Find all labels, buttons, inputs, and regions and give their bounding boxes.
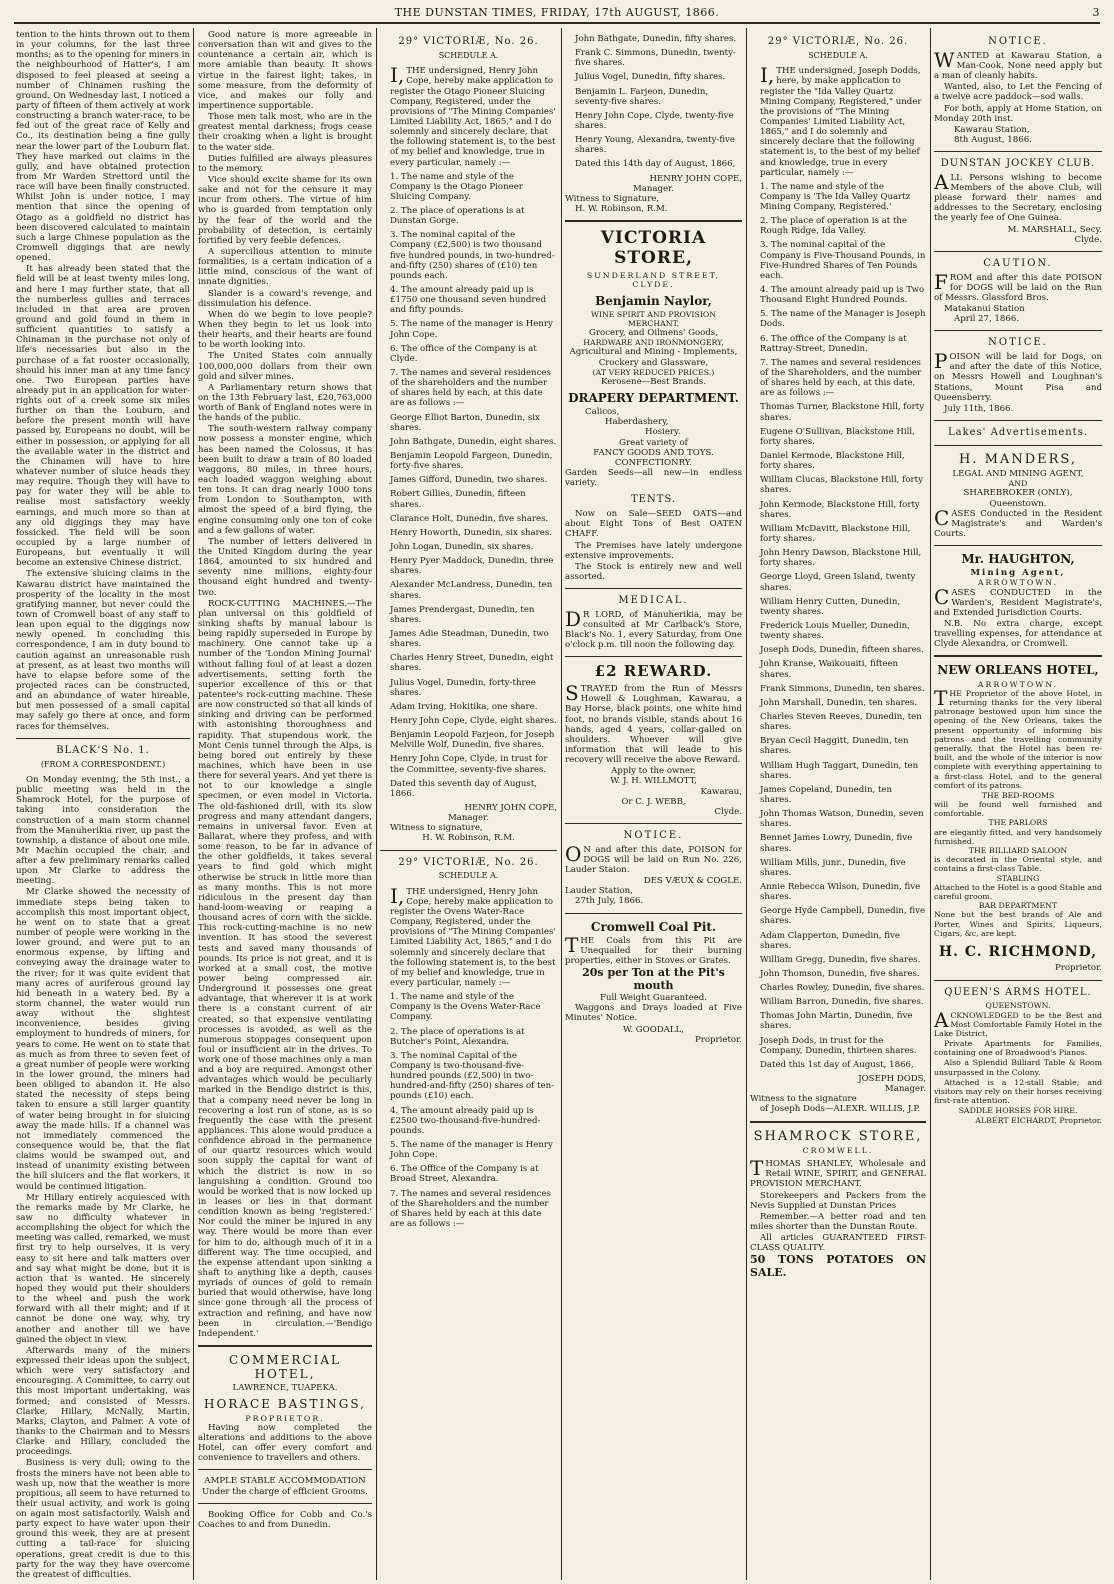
notice-item: 4. The amount already paid up is £1750 one thousand seven hundred and fifty pounds. — [390, 285, 547, 316]
ad-line: FANCY GOODS AND TOYS. — [593, 447, 714, 458]
ad-title: NEW ORLEANS HOTEL, — [937, 663, 1099, 678]
shareholder: George Hyde Campbell, Dunedin, five shares. — [760, 906, 926, 927]
ad-body: The Stock is entirely new and well assorted. — [565, 561, 742, 582]
signature: HENRY JOHN COPE, — [649, 173, 742, 184]
article-paragraph: A Parliamentary return shows that on the 13th February last, £20,763,000 worth of Bank of England notes were in the hands of the public. — [198, 382, 372, 424]
ad-line: Kawarau Station, — [954, 124, 1030, 135]
signature-role: Manager. — [884, 1084, 926, 1095]
ad-name: Mr. HAUGHTON, — [961, 552, 1075, 567]
ad-line: Hosiery. — [645, 427, 681, 438]
ad-line: AND — [1008, 479, 1028, 489]
ad-heading: £2 REWARD. — [594, 662, 713, 681]
ad-line: Garden Seeds—all new—in endless variety. — [565, 468, 742, 489]
article-paragraph: It has already been stated that the field will be at least twenty miles long, and here I may further state, that all the numberless gullies and terraces included in that area are proven ground and gold found in them in sufficient quantities to satisfy a Chinaman in the purchase not only of life's necessaries but also in the purchase of a fat rooster occasionally, should his inner man at any time fancy one. Two European parties have already put in an application for water-rights out of a creek some six miles further on than the Louburn, and before the present month will have passed by, Europeans no doubt, will be either in possession, or applying for all the available water in the district and the Chinamen will have to hire whatever number of sluice heads they may require. Though they will have to pay for water they will be able to realise most satisfactory weekly earnings, and much more so than at any old diggings they may have fossicked. The field will be soon occupied by a large number of Europeans, but eventually it will become an extensive Chinese district. — [16, 264, 190, 569]
notice-item: 6. The office of the Company is at Clyde. — [390, 343, 537, 364]
ad-line: Agricultural and Mining - Implements, — [569, 347, 738, 358]
shareholder: John Kermode, Blackstone Hill, forty shares. — [760, 499, 920, 520]
ad-body: POISON will be laid for Dogs, on and after the date of this Notice, on Messrs Howell and Loughnan's Stations, Mount Pisa and Queensberry. — [934, 349, 1102, 403]
column-rule — [561, 28, 562, 1580]
ad-line: None but the best brands of Ale and Porter, Wines and Spirits, Liqueurs, Cigars, &c, are kept. — [934, 910, 1102, 938]
ad-line: July 11th, 1866. — [944, 403, 1014, 414]
notice-item: 7. The names and several residences of the Shareholders and the number of Shares held by each at this date are as follows :— — [390, 1188, 551, 1229]
shareholder: Adam Irving, Hokitika, one share. — [390, 701, 538, 712]
ad-name: Benjamin Naylor, — [595, 293, 712, 308]
ad-heading: NOTICE. — [623, 829, 684, 841]
ad-heading: DUNSTAN JOCKEY CLUB. — [940, 158, 1096, 170]
shareholder: John Logan, Dunedin, six shares. — [390, 542, 534, 552]
ad-body: ON and after this date, POISON for DOGS will be laid on Run No. 226, Lauder Staion. — [565, 841, 742, 876]
shareholder: Joseph Dods, in trust for the Company, Dunedin, thirteen shares. — [760, 1035, 917, 1056]
shareholder: James Copeland, Dunedin, ten shares. — [760, 784, 893, 805]
ad-heading: NOTICE. — [988, 36, 1048, 47]
ad-line: Apply to the owner, — [611, 766, 696, 777]
witness-label: Witness to signature, — [390, 823, 483, 834]
ad-name: Or C. J. WEBB, — [621, 796, 686, 807]
ad-line: Attached to the Hotel is a good Stable and careful groom. — [934, 882, 1102, 901]
ad-body: CASES CONDUCTED in the Warden's, Resident Magistrate's, and Extended Jurisdiction Courts. — [934, 584, 1102, 618]
shareholder: Frank Simmons, Dunedin, ten shares. — [760, 683, 925, 694]
ad-line: 27th July, 1866. — [575, 896, 644, 907]
shareholder: William Hugh Taggart, Dunedin, ten shares. — [760, 760, 919, 781]
shareholder: John Bathgate, Dunedin, eight shares. — [390, 436, 557, 447]
ad-body: STRAYED from the Run of Messrs Howell & Loughman, Kawarau, a Bay Horse, black points, one white hind foot, no brands visible, stands about 16 hands, aged 4 years, collar-galled on shoulders. Whoever will give information that will leade to his recovery will receive the above Reward. — [565, 681, 742, 766]
ad-title: SHAMROCK STORE, — [753, 1128, 923, 1144]
notice-item: 7. The names and several residences of the Shareholders, and the number of shares held by each, at this date, are as follows :— — [760, 357, 922, 399]
ad-line: Kawarau, — [700, 786, 742, 797]
ad-line: Clyde. — [1074, 234, 1102, 245]
ad-body: For both, apply at Home Station, on Monday 20th inst. — [934, 103, 1102, 124]
ad-body: DR LORD, of Manuherikia, may be consulted at Mr Carlback's Store, Black's No. 1, every Saturday, from One o'clock p.m. till noon the following day. — [565, 606, 742, 651]
ad-heading: Cromwell Coal Pit. — [590, 919, 717, 934]
shareholder: James Prendergast, Dunedin, ten shares. — [390, 604, 535, 625]
witness-name: H. W. Robinson, R.M. — [575, 203, 668, 214]
shareholder: Clarance Holt, Dunedin, five shares. — [390, 513, 549, 524]
shareholder: Robert Gillies, Dunedin, fifteen shares. — [390, 489, 526, 510]
ad-role: Proprietor. — [1054, 963, 1102, 974]
article-paragraph: Duties fulfilled are always pleasures to the memory. — [198, 153, 372, 174]
ad-line: Grocery, and Oilmens' Goods, — [589, 328, 718, 339]
article-paragraph: Vice should excite shame for its own sake and not for the censure it may incur from others. The virtue of him who is guarded from temptation only by the fear of the world and the probability of detection, is certainly fortified by very feeble defences. — [198, 174, 372, 246]
notice-intro: I,THE undersigned, Joseph Dodds, here, by make application to register the "Ida Valley Quartz Mining Company, Registered," under the provisions of "The Mining Companies' Limited Liability Act, 1865," and I do solemnly and sincerely declare that the following statement is, to the best of my belief and knowledge, true in every particular, namely :— — [760, 63, 922, 178]
shareholder: Bennet James Lowry, Dunedin, five shares. — [760, 833, 913, 854]
article-paragraph: Business is very dull; owing to the frosts the miners have not been able to wash up, now that the weather is more propitious, all seem to have returned to their usual activity, and work is going on again most satisfactorily. Walsh and party expect to have water upon their ground this week, they are at present cutting a tail-race for sluicing operations, great credit is due to this party for the way they have overcome the greatest of difficulties. — [16, 1458, 190, 1578]
shareholder: William Henry Cutten, Dunedin, twenty shares. — [760, 596, 901, 617]
ad-subtitle: CROMWELL. — [802, 1145, 874, 1155]
ad-body: Private Apartments for Families, containing one of Broadwood's Pianos. — [934, 1039, 1102, 1058]
notice-intro: I,THE undersigned, Henry John Cope, hereby make application to register the Ovens Water-Race Company, Registered, under the provisions of "The Mining Companies' Limited Liability Act, 1865," and I do solemnly and sincerely declare that the following statement is, to the best of my belief and knowledge, true in every particular, namely :— — [390, 883, 556, 989]
ad-line: LEGAL AND MINING AGENT, — [952, 469, 1084, 480]
notice-item: 3. The nominal Capital of the Company is two-thousand-five-hundred pounds (£2,500) in two-hundred-and-fifty (250) shares of ten-pounds (£10) each. — [390, 1050, 555, 1102]
article-paragraph: The United States coin annually 100,000,000 dollars from their own gold and silver mines. — [198, 351, 372, 382]
shareholder: William Gregg, Dunedin, five shares. — [760, 954, 921, 965]
notice-intro: I,THE undersigned, Henry John Cope, hereby make application to register the Otago Pioneer Sluicing Company, Registered, under the provisions of "The Mining Companies' Limited Liability Act, 1865," and I do solemnly and sincerely declare, that the following statement is, to the best of my belief and knowledge, true in every particular, namely :— — [390, 63, 556, 168]
ad-line: Under the charge of efficient Grooms. — [202, 1486, 368, 1497]
shareholder: Bryan Cecil Haggitt, Dunedin, ten shares. — [760, 736, 909, 757]
shareholder: Eugene O'Sullivan, Blackstone Hill, forty shares. — [760, 426, 915, 447]
ad-line: Mining Agent, — [970, 568, 1066, 579]
ad-title: COMMERCIAL HOTEL, — [229, 1353, 341, 1382]
ad-body: Booking Office for Cobb and Co.'s Coaches to and from Dunedin. — [198, 1509, 372, 1530]
article-heading: BLACK'S No. 1. — [56, 744, 150, 756]
shareholder: John Marshall, Dunedin, ten shares. — [760, 697, 917, 708]
signature: HENRY JOHN COPE, — [464, 802, 557, 813]
ad-body: THE Coals from this Pit are Unequalled for their burning properties, either in Stoves or Grates. — [565, 932, 742, 967]
shareholder: Adam Clapperton, Dunedin, five shares. — [760, 930, 900, 951]
article-paragraph: Slander is a coward's revenge, and dissimulation his defence. — [198, 288, 372, 309]
shareholder: William Barron, Dunedin, five shares. — [760, 997, 924, 1008]
ad-line: THE BED-ROOMS — [981, 790, 1055, 800]
notice-item: 7. The names and several residences of the shareholders and the number of shares held by each, at this date are as follows :— — [390, 368, 551, 409]
ad-line: (AT VERY REDUCED PRICES.) — [592, 367, 715, 377]
signature-role: Manager. — [447, 813, 490, 824]
ad-body: N.B. No extra charge, except travelling expenses, for attendance at Clyde Alexandra, or Cromwell. — [934, 619, 1102, 650]
ad-heading: DRAPERY DEPARTMENT. — [568, 391, 739, 406]
ad-line: Great variety of — [619, 437, 688, 448]
column-3 — [380, 30, 557, 1578]
shareholder: Alexander McLandress, Dunedin, ten shares. — [390, 580, 553, 601]
shareholder: Thomas Turner, Blackstone Hill, forty shares. — [760, 402, 925, 423]
ad-line: 50 TONS POTATOES ON SALE. — [750, 1253, 926, 1280]
act-heading: 29° VICTORIÆ, No. 26. — [767, 36, 909, 47]
ad-title: QUEEN'S ARMS HOTEL. — [944, 986, 1092, 998]
article-paragraph: Mr Hillary entirely acquiesced with the remarks made by Mr Clarke, he saw no difficulty whatever in accomplishing the object for which the meeting was called, remarked, we must first try to help ourselves, it is very easy to sit here and talk matters over and say what might be done, but it is action that is wanted. He sincerely hoped they would put their shoulders to the wheel and push the work forward with all their might; and if it cannot be done one way, why, try another and another till we have gained the object in view. — [16, 1192, 190, 1345]
shareholder: Annie Rebecca Wilson, Dunedin, five shares. — [760, 881, 921, 903]
ad-line: are elegantly fitted, and very handsomely furnished. — [934, 827, 1102, 846]
ad-line: STABLING — [996, 873, 1040, 883]
ad-subtitle: SUNDERLAND STREET, CLYDE. — [586, 271, 721, 290]
notice-item: 2. The place of operations is at Butcher's Point, Alexandra. — [390, 1026, 525, 1047]
ad-body: Having now completed the alterations and additions to the above Hotel, can offer every comfort and convenience to travellers and others. — [198, 1422, 372, 1464]
ad-body: Now on Sale—SEED OATS—and about Eight Tons of Best OATEN CHAFF. — [565, 509, 742, 540]
ad-role: PROPRIETOR. — [245, 1413, 325, 1423]
shareholder: Frederick Louis Mueller, Dunedin, twenty shares. — [760, 620, 910, 642]
ad-subtitle: QUEENSTOWN. — [985, 1001, 1051, 1011]
notice-item: 5. The name of the Manager is Joseph Dods. — [760, 309, 926, 330]
ad-body: Wanted, also, to Let the Fencing of a twelve acre paddock—sod walls. — [934, 82, 1102, 103]
ad-line: WINE SPIRIT AND PROVISION MERCHANT, — [590, 309, 717, 328]
article-paragraph: The number of letters delivered in the United Kingdom during the year 1864, amounted to six hundred and seventy nine millions, eighty-four thousand eight hundred and twenty-two. — [198, 536, 372, 598]
act-heading: 29° VICTORIÆ, No. 26. — [398, 36, 539, 47]
schedule-heading: SCHEDULE A. — [438, 871, 499, 881]
ad-name: W. J. H. WILLMOTT, — [610, 776, 697, 787]
witness-label: Witness to the signature — [750, 1094, 857, 1105]
notice-item: 1. The name and style of the Company is the Ovens Water-Race Company. — [390, 992, 541, 1023]
ad-name: DES VÆUX & COGLE. — [643, 876, 742, 887]
shareholder: James Gifford, Dunedin, two shares. — [390, 475, 548, 486]
column-rule — [193, 28, 194, 1580]
notice-item: 2. The place of operations is at Dunstan Gorge. — [390, 206, 525, 227]
article-paragraph: On Monday evening, the 5th inst., a public meeting was held in the Shamrock Hotel, for the purpose of taking into consideration the construction of a main storm channel from the Manuherikia river, up past the township, a distance of about one mile. Mr Machin occupied the chair, and after a few preliminary remarks called upon Mr Clarke to address the meeting. — [16, 774, 190, 887]
notice-item: 1. The name and style of the Company is 'The Ida Valley Quartz Mining Company, Registered.' — [760, 181, 911, 213]
shareholder: Joseph Dods, Dunedin, fifteen shares. — [760, 645, 924, 656]
notice-item: 6. The Office of the Company is at Broad Street, Alexandra. — [390, 1164, 539, 1185]
column-5 — [750, 30, 926, 1578]
ad-line: SHAREBROKER (ONLY), — [963, 488, 1073, 499]
ad-line: Lauder Station, — [565, 886, 633, 897]
shareholder: Julius Vogel, Dunedin, forty-three shares. — [390, 677, 536, 698]
ad-body: ACKNOWLEDGED to be the Best and Most Comfortable Family Hotel in the Lake District. — [934, 1007, 1102, 1038]
ad-name: H. MANDERS, — [959, 451, 1077, 467]
ad-line: THE BILLIARD SALOON — [968, 846, 1068, 855]
article-subheading: (FROM A CORRESPONDENT.) — [40, 759, 166, 769]
ad-line: Matakanui Station — [944, 304, 1025, 315]
ad-name: ALBERT EICHARDT, Proprietor. — [975, 1115, 1102, 1125]
shareholder: Henry Howorth, Dunedin, six shares. — [390, 527, 553, 538]
ad-heading: TENTS. — [630, 494, 677, 506]
ad-name: W. GOODALL, — [623, 1024, 684, 1035]
shareholder: Charles Steven Reeves, Dunedin, ten shares. — [760, 711, 922, 733]
witness-name: of Joseph Dods—ALEXR. WILLIS, J.P. — [760, 1104, 921, 1115]
notice-item: 3. The nominal capital of the Company (£2,500) is two thousand five hundred pounds, in two-hundred-and-fifty (250) shares of (£10) ten pounds each. — [390, 230, 555, 281]
signature-role: Manager. — [632, 183, 675, 194]
shareholder: William Mills, junr., Dunedin, five shares. — [760, 857, 906, 878]
ad-line: Kerosene—Best Brands. — [601, 376, 706, 387]
article-paragraph: A supercilious attention to minute formalities, is a certain indication of a little mind, conscious of the want of innate dignities. — [198, 246, 372, 288]
shareholder: Frank C. Simmons, Dunedin, twenty-five shares. — [575, 48, 736, 69]
ad-body: THE Proprietor of the above Hotel, in returning thanks for the very liberal patronage bestowed upon him since the opening of the New Orleans, takes the present opportunity of informing his patrons and the travelling community generally, that the Hotel has been re-built, and the whole of the interior is now complete with everything appertaining to a first-class Hotel, and to the general comfort of its patrons. — [934, 685, 1102, 790]
ad-name: M. MARSHALL, Secy. — [1007, 224, 1102, 235]
shareholder: Henry John Cope, Clyde, in trust for the Committee, seventy-five shares. — [390, 754, 548, 775]
shareholder: John Henry Dawson, Blackstone Hill, forty shares. — [760, 548, 922, 569]
ad-role: Proprietor. — [694, 1034, 742, 1045]
notice-item: 6. The office of the Company is at Rattray-Street, Dunedin. — [760, 333, 907, 354]
shareholder: George Elliot Barton, Dunedin, six shares. — [390, 412, 540, 433]
ad-line: Clyde. — [714, 806, 742, 817]
shareholder: Charles Henry Street, Dunedin, eight shares. — [390, 653, 554, 674]
column-rule — [746, 28, 747, 1580]
shareholder: Henry John Cope, Clyde, eight shares. — [390, 715, 557, 726]
shareholder: Benjamin L. Farjeon, Dunedin, seventy-five shares. — [575, 86, 709, 107]
shareholder: John Thomson, Dunedin, five shares. — [760, 968, 920, 979]
ad-body: All articles GUARANTEED FIRST-CLASS QUALITY. — [750, 1233, 926, 1254]
ad-heading: MEDICAL. — [618, 595, 689, 607]
ad-line: Crockery and Glassware, — [598, 357, 709, 368]
notice-item: 5. The name of the manager is Henry John Cope. — [390, 319, 553, 340]
ad-line: 20s per Ton at the Pit's mouth — [582, 966, 725, 993]
notice-item: 3. The nominal capital of the Company is Five-Thousand Pounds, in Five-Hundred Shares of Ten Pounds each. — [760, 240, 926, 281]
article-paragraph: Mr Clarke showed the necessity of immediate steps being taken to accomplish this most important object, he went on to state that a great number of people were working in the lower ground, and were put to an enormous expense, by lifting and conveying away the drainage water to the river; for it was quite evident that many acres of auriferous ground lay hid beneath in a watery bed. By a storm channel, the water would run away without the slightest inconvenience, besides giving employment to hundreds of miners, for years to come. He went on to state that as much as from three to seven feet of a great number of people were working in the lower ground, the miners had been obliged to abandon it. He also stated the necessity of steps being taken to ensure a still larger quantity of water being brought in for sluicing away the made hills. If a channel was not immediately commenced the consequence would be, that the flat claims would be swamped out, and instead of unanimity existing between the hill sluicers and the flat workers, it would be continued litigation. — [16, 887, 190, 1192]
column-rule — [376, 28, 377, 1580]
shareholder: Thomas John Martin, Dunedin, five shares. — [760, 1011, 913, 1032]
ad-body: Storekeepers and Packers from the Nevis Supplied at Dunstan Prices — [750, 1190, 926, 1211]
ad-line: Full Weight Guaranteed. — [599, 993, 708, 1004]
shareholder: Henry Young, Alexandra, twenty-five shares. — [575, 135, 735, 156]
shareholder: Henry Pyer Maddock, Dunedin, three shares. — [390, 556, 554, 577]
shareholder: John Bathgate, Dunedin, fifty shares. — [575, 34, 737, 44]
shareholder: John Thomas Watson, Dunedin, seven shares. — [760, 809, 924, 830]
ad-heading: CAUTION. — [983, 257, 1053, 269]
ad-body: Waggons and Drays loaded at Five Minutes' Notice. — [565, 1003, 742, 1024]
notice-item: 2. The place of operation is at the Rough Ridge, Ida Valley. — [760, 216, 908, 237]
notice-item: 4. The amount already paid up is £2500 two-thousand-five-hundred-pounds. — [390, 1105, 541, 1136]
shareholder: Benjamin Leopold Fargeon, Dunedin, forty-five shares. — [390, 451, 553, 472]
article-paragraph: Afterwards many of the miners expressed their ideas upon the subject, which were very satisfactory and encouraging. A Committee, to carry out this most important undertaking, was formed; and consisted of Messrs. Clarke, Hillary, McNally, Martin, Marks, Clayton, and Palmer. A vote of thanks to the Chairman and to Messrs Clarke and Hillary, concluded the proceedings. — [16, 1345, 190, 1458]
shareholder: James Adie Steadman, Dunedin, two shares. — [390, 628, 549, 650]
shareholder: Charles Rowley, Dunedin, five shares. — [760, 983, 925, 994]
section-heading: Lakes' Advertisements. — [947, 426, 1089, 438]
notice-item: 4. The amount already paid up is Two Thousand Eight Hundred Pounds. — [760, 285, 925, 306]
page-number: 3 — [1092, 6, 1100, 19]
shareholder: Julius Vogel, Dunedin, fifty shares. — [575, 72, 726, 83]
ad-line: BAR DEPARTMENT — [978, 901, 1058, 911]
masthead-title: THE DUNSTAN TIMES, FRIDAY, 17th AUGUST, 1866. — [394, 6, 720, 19]
article-paragraph: The extensive sluicing claims in the Kawarau district have maintained the prosperity of the locality in the most gratifying manner, but never could the town of Cromwell boast of any staff to lean upon equal to the diggings now newly opened. In concluding this correspondence, I am in duty bound to caution against an unreasonable rush at present, as at least two months will have to elapse before some of the projected races can be constructed, and an abundance of water hireable, but men possessed of a small capital may safely go there at once, and form races for themselves. — [16, 569, 190, 732]
article-paragraph: The south-western railway company now possess a monster engine, which has been named the Colossus, it has been built to draw a train of 80 loaded waggons, 80 miles, in three hours, each loaded waggon weighing about ten tons. It can drag nearly 1000 tons from London to Southampton, with almost the speed of a bird flying, the engine consuming only one ton of coke and a few gallons of water. — [198, 424, 372, 536]
column-rule — [930, 28, 931, 1580]
ad-name: H. C. RICHMOND, — [938, 943, 1098, 960]
column-6 — [934, 30, 1102, 1578]
ad-line: ARROWTOWN. — [977, 578, 1059, 588]
ad-body: FROM and after this date POISON for DOGS will be laid on the Run of Messrs. Glassford Bros. — [934, 269, 1102, 303]
column-2 — [198, 30, 372, 1578]
ad-heading: AMPLE STABLE ACCOMMODATION — [204, 1476, 366, 1487]
ad-heading: NOTICE. — [988, 337, 1048, 349]
shareholder: Henry John Cope, Clyde, twenty-five shares. — [575, 110, 734, 131]
ad-subtitle: ARROWTOWN. — [977, 679, 1059, 689]
shareholder: Daniel Kermode, Blackstone Hill, forty shares. — [760, 451, 905, 472]
article-paragraph: ROCK-CUTTING MACHINES.—The plan universal on this goldfield of sinking shafts by manual labour is being rapidly superseded in Europe by machinery. One cannot take up a number of the 'London Mining Journal' without falling foul of at least a dozen advertisements, setting forth the superior excellence of this or that patentee's rock-cutting machine. These are now constructed so that all kinds of sinking and driving can be performed with astonishing thoroughness and rapidity. That stupendous work, the Mont Cenis tunnel through the Alps, is being bored out entirely by these machines, which have been in use there for several years. And yet there is not to our knowledge a single specimen, or even model in Victoria. The old-fashioned drill, with its slow progress and many attendant dangers, remains in universal favor. Even at Ballarat, where they profess, and with some reason, to be far in advance of the other goldfields, it takes several years to find gold which might otherwise be struck in little more than as many months. This is not more ridiculous in the present day than hand-loom-weaving or reaping a thousand acres of corn with the sickle. This rock-cutting-machine is no new invention. It has stood the severest tests and saved many thousands of pounds. Its price is not great, and it is worked at a small cost, the motive power being compressed air. Underground it possesses one great advantage, that wherever it is at work there is a constant current of air created, so that expensive ventilating processes is avoided, as well as the numerous stoppages consequent upon foul or insufficient air in the drives. To work one of those machines only a man and a boy are required. Amongst other advantages which would be peculiarly marked in the Bendigo district is this, that a company need never be long in recovering a lost run of stone, as is so frequently the case with the present appliances. This alone would produce a confidence abroad in the permanence of our quartz resources which would soon supply the capital for want of which the district is now in so languishing a condition. Ground too would be worked that is now locked up in leases or lies in that dormant condition known as being 'registered.' Nor could the miner be injured in any way. There would be more than ever for him to do, although much of it in a different way. The time occupied, and the expense attendant upon sinking a shaft to anything like a depth, causes myriads of ounces of gold to remain buried that would otherwise, have long since gone through all the process of extraction and refining, and have now been in circulation.—'Bendigo Independent.' — [198, 598, 372, 1339]
ad-body: THOMAS SHANLEY, Wholesale and Retail WINE, SPIRIT, and GENERAL PROVISION MERCHANT. — [750, 1156, 926, 1190]
witness-name: H. W. Robinson, R.M. — [422, 833, 515, 844]
shareholder: William McDavitt, Blackstone Hill, forty shares. — [760, 523, 911, 544]
notice-date: Dated this seventh day of August, 1866. — [390, 778, 538, 799]
ad-name: HORACE BASTINGS, — [204, 1397, 366, 1412]
ad-line: CONFECTIONRY. — [614, 457, 693, 468]
ad-body: WANTED at Kawarau Station, a Man-Cook. None need apply but a man of cleanly habits. — [934, 47, 1102, 82]
ad-line: 8th August, 1866. — [954, 134, 1032, 145]
signature: JOSEPH DODS, — [858, 1074, 926, 1085]
ad-body: Remember.—A better road and ten miles shorter than the Dunstan Route. — [750, 1211, 926, 1232]
shareholder: William Clucas, Blackstone Hill, forty shares. — [760, 475, 923, 496]
ad-line: is decorated in the Oriental style, and contains a first-class Table. — [934, 855, 1102, 874]
ad-line: SADDLE HORSES FOR HIRE. — [958, 1106, 1078, 1116]
article-paragraph: tention to the hints thrown out to them in your columns, for the last three months; as to the opening for miners in the neighbourhood of Hatter's, I am disposed to feel pleased at seeing a number of Chinamen rushing the ground. On Wednesday last, I noticed a party of fifteen of them actively at work constructing a branch water-race, to be fed out of the great race of Kelly and Co., its destination being a fine gully near the lower part of the Louburn flat. They have marked out claims in the gully, and have obtained protection from Mr Warden Strettord until the race will have been finally constructed. Whilst John is under notice, I may mention that since the opening of Otago as a goldfield no district has been discovered calculated to maintain such a large Chinese population as the Cromwell diggings that are newly opened. — [16, 30, 190, 264]
ad-line: HARDWARE AND IRONMONGERY, — [583, 338, 724, 348]
witness-label: Witness to Signature, — [565, 193, 660, 204]
notice-item: 5. The name of the manager is Henry John Cope. — [390, 1139, 553, 1161]
shareholder: Benjamin Leopold Farjeon, for Joseph Melville Wolf, Dunedin, five shares. — [390, 730, 555, 751]
schedule-heading: SCHEDULE A. — [438, 50, 499, 60]
shareholder: John Kranse, Waikouaiti, fifteen shares. — [760, 659, 899, 680]
notice-date: Dated this 14th day of August, 1866, — [575, 159, 736, 170]
ad-body: The Premises have lately undergone extensive improvements. — [565, 540, 742, 561]
ad-line: Calicos, — [585, 407, 620, 418]
ad-line: will be found well furnished and comfortable. — [934, 800, 1102, 819]
column-4 — [565, 30, 742, 1578]
shareholder: George Lloyd, Green Island, twenty shares. — [760, 572, 916, 593]
ad-body: Also a Splendid Billiard Table & Room unsurpassed in the Colony. — [934, 1058, 1102, 1077]
article-paragraph: Those men talk most, who are in the greatest mental darkness; frogs cease their croaking when a light is brought to the water side. — [198, 112, 372, 153]
column-1 — [16, 30, 190, 1578]
ad-line: Haberdashery, — [605, 417, 669, 428]
notice-date: Dated this 1st day of August, 1866, — [760, 1059, 914, 1070]
ad-subtitle: LAWRENCE, TUAPEKA. — [232, 1383, 338, 1394]
ad-body: Attached is a 12-stall Stable; and visitors may rely on their horses receiving first-rate attention. — [934, 1077, 1102, 1106]
ad-line: April 27, 1866. — [954, 314, 1020, 325]
article-paragraph: When do we begin to love people? When they begin to let us look into their hearts, and their hearts are found to be worth looking into. — [198, 309, 372, 351]
ad-line: THE PARLORS — [988, 818, 1048, 828]
ad-body: CASES Conducted in the Resident Magistrate's and Warden's Courts. — [934, 505, 1102, 539]
ad-title: VICTORIA STORE, — [600, 228, 707, 269]
masthead — [14, 6, 1100, 24]
article-paragraph: Good nature is more agreeable in conversation than wit and gives to the countenance a certain air, which is more amiable than beauty. It shows virtue in the fairest light; takes, in some measure, from the deformity of vice, and makes our folly and impertinence supportable. — [198, 30, 372, 111]
ad-body: ALL Persons wishing to become Members of the above Club, will please forward their names and addresses to the Secretary, enclosing the yearly fee of One Guinea. — [934, 169, 1102, 224]
notice-item: 1. The name and style of the Company is the Otago Pioneer Sluicing Company. — [390, 171, 523, 202]
schedule-heading: SCHEDULE A. — [808, 50, 868, 60]
act-heading: 29° VICTORIÆ, No. 26. — [398, 856, 539, 868]
ad-line: Queenstown. — [989, 498, 1047, 509]
